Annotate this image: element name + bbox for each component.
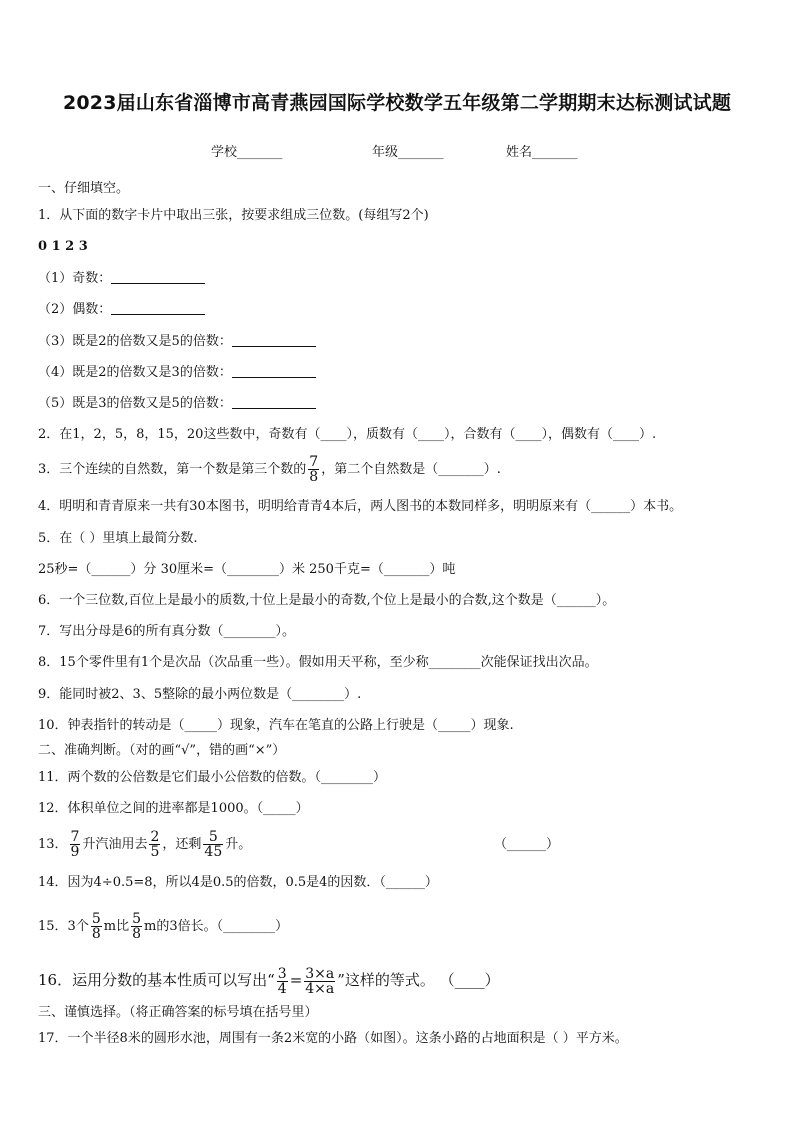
denominator: 8 [309, 469, 319, 485]
q13-number: 13． [38, 837, 68, 852]
numerator: 2 [150, 829, 160, 845]
answer-blank [232, 395, 316, 409]
question-1-part-1 [38, 270, 205, 287]
question-15 [38, 909, 288, 945]
fraction [308, 455, 319, 484]
q3-text-b: ，第二个自然数是（_______）. [321, 462, 501, 477]
question-6: 6．一个三位数,百位上是最小的质数,十位上是最小的奇数,个位上是最小的合数,这个数是（______）。 [38, 593, 616, 608]
fraction [304, 967, 335, 996]
question-9: 9．能同时被2、3、5整除的最小两位数是（________）. [38, 687, 362, 702]
section-1-heading: 一、仔细填空。 [38, 181, 130, 196]
name-field: 姓名_______ [506, 145, 578, 160]
q1c-label: （3）既是2的倍数又是5的倍数： [38, 334, 232, 349]
numerator: 5 [208, 829, 218, 845]
answer-blank [232, 333, 316, 347]
number-cards: 0 1 2 3 [38, 239, 88, 254]
denominator: 8 [91, 926, 101, 942]
q1b-label: （2）偶数： [38, 302, 112, 317]
numerator: 5 [91, 911, 101, 927]
question-13-blank: （______） [494, 837, 560, 852]
q1d-label: （4）既是2的倍数又是3的倍数： [38, 365, 232, 380]
question-8: 8．15个零件里有1个是次品（次品重一些）。假如用天平称，至少称________次能保证找出次品。 [38, 655, 598, 670]
question-1-part-2 [38, 301, 205, 318]
question-14: 14．因为4÷0.5=8，所以4是0.5的倍数，0.5是4的因数．（______） [38, 875, 438, 890]
answer-blank [111, 270, 205, 284]
school-field: 学校_______ [211, 145, 283, 160]
fraction [149, 830, 160, 859]
question-1-part-5 [38, 395, 316, 412]
question-16 [38, 962, 500, 998]
question-1-part-4 [38, 364, 316, 381]
page-title: 2023届山东省淄博市高青燕园国际学校数学五年级第二学期期末达标测试试题 [62, 92, 732, 114]
fraction [203, 830, 223, 859]
q16-text-b: ”这样的等式。 （____） [337, 971, 500, 989]
q15-number: 15．3个 [38, 919, 89, 934]
question-2: 2．在1，2，5，8，15，20这些数中，奇数有（____），质数有（____），合数有（____），偶数有（____）. [38, 427, 657, 442]
denominator: 45 [204, 844, 223, 860]
denominator: 8 [132, 926, 141, 942]
question-5: 5．在（ ）里填上最简分数. [38, 531, 198, 546]
denominator: 4 [277, 980, 287, 997]
question-4: 4．明明和青青原来一共有30本图书，明明给青青4本后，两人图书的本数同样多，明明原来有（______）本书。 [38, 499, 683, 514]
question-17: 17．一个半径8米的圆形水池，周围有一条2米宽的小路（如图）。这条小路的占地面积是（ ）平方米。 [38, 1031, 628, 1046]
question-1: 1．从下面的数字卡片中取出三张，按要求组成三位数。(每组写2个) [38, 208, 429, 223]
fraction [91, 912, 102, 941]
q3-text-a: 3．三个连续的自然数，第一个数是第三个数的 [38, 462, 307, 477]
question-3 [38, 455, 501, 485]
question-12: 12．体积单位之间的进率都是1000。（_____） [38, 801, 309, 816]
numerator: 3×a [305, 965, 335, 982]
fraction [70, 830, 81, 859]
fraction [277, 967, 288, 996]
section-3-heading: 三、谨慎选择。（将正确答案的标号填在括号里） [38, 1005, 318, 1020]
q15-text-1: m比 [103, 919, 130, 934]
grade-field: 年级_______ [372, 145, 444, 160]
question-7: 7．写出分母是6的所有真分数（________）。 [38, 624, 296, 639]
answer-blank [111, 301, 205, 315]
q13-text-3: 升。 [225, 837, 252, 852]
denominator: 5 [150, 844, 160, 860]
q13-text-1: 升汽油用去 [82, 837, 148, 852]
section-2-heading: 二、准确判断。（对的画“√”，错的画“×”） [38, 743, 286, 758]
fraction [131, 912, 142, 941]
q13-text-2: ，还剩 [162, 837, 202, 852]
numerator: 7 [70, 829, 80, 845]
equals-sign: = [289, 971, 303, 989]
question-13 [38, 828, 558, 862]
question-5-conversions: 25秒=（______）分 30厘米=（________）米 250千克=（_______）吨 [38, 562, 456, 577]
q16-text-a: 16．运用分数的基本性质可以写出“ [38, 971, 275, 989]
q1a-label: （1）奇数： [38, 271, 112, 286]
numerator: 3 [277, 965, 287, 982]
question-10: 10．钟表指针的转动是（_____）现象，汽车在笔直的公路上行驶是（_____）现象. [38, 718, 514, 733]
numerator: 7 [309, 454, 319, 470]
denominator: 9 [70, 844, 80, 860]
q15-text-2: m的3倍长。（________） [144, 919, 289, 934]
q1e-label: （5）既是3的倍数又是5的倍数： [38, 396, 232, 411]
question-1-part-3 [38, 333, 316, 350]
question-11: 11．两个数的公倍数是它们最小公倍数的倍数。（________） [38, 770, 387, 785]
answer-blank [232, 364, 316, 378]
numerator: 5 [132, 911, 141, 927]
denominator: 4×a [305, 980, 335, 997]
